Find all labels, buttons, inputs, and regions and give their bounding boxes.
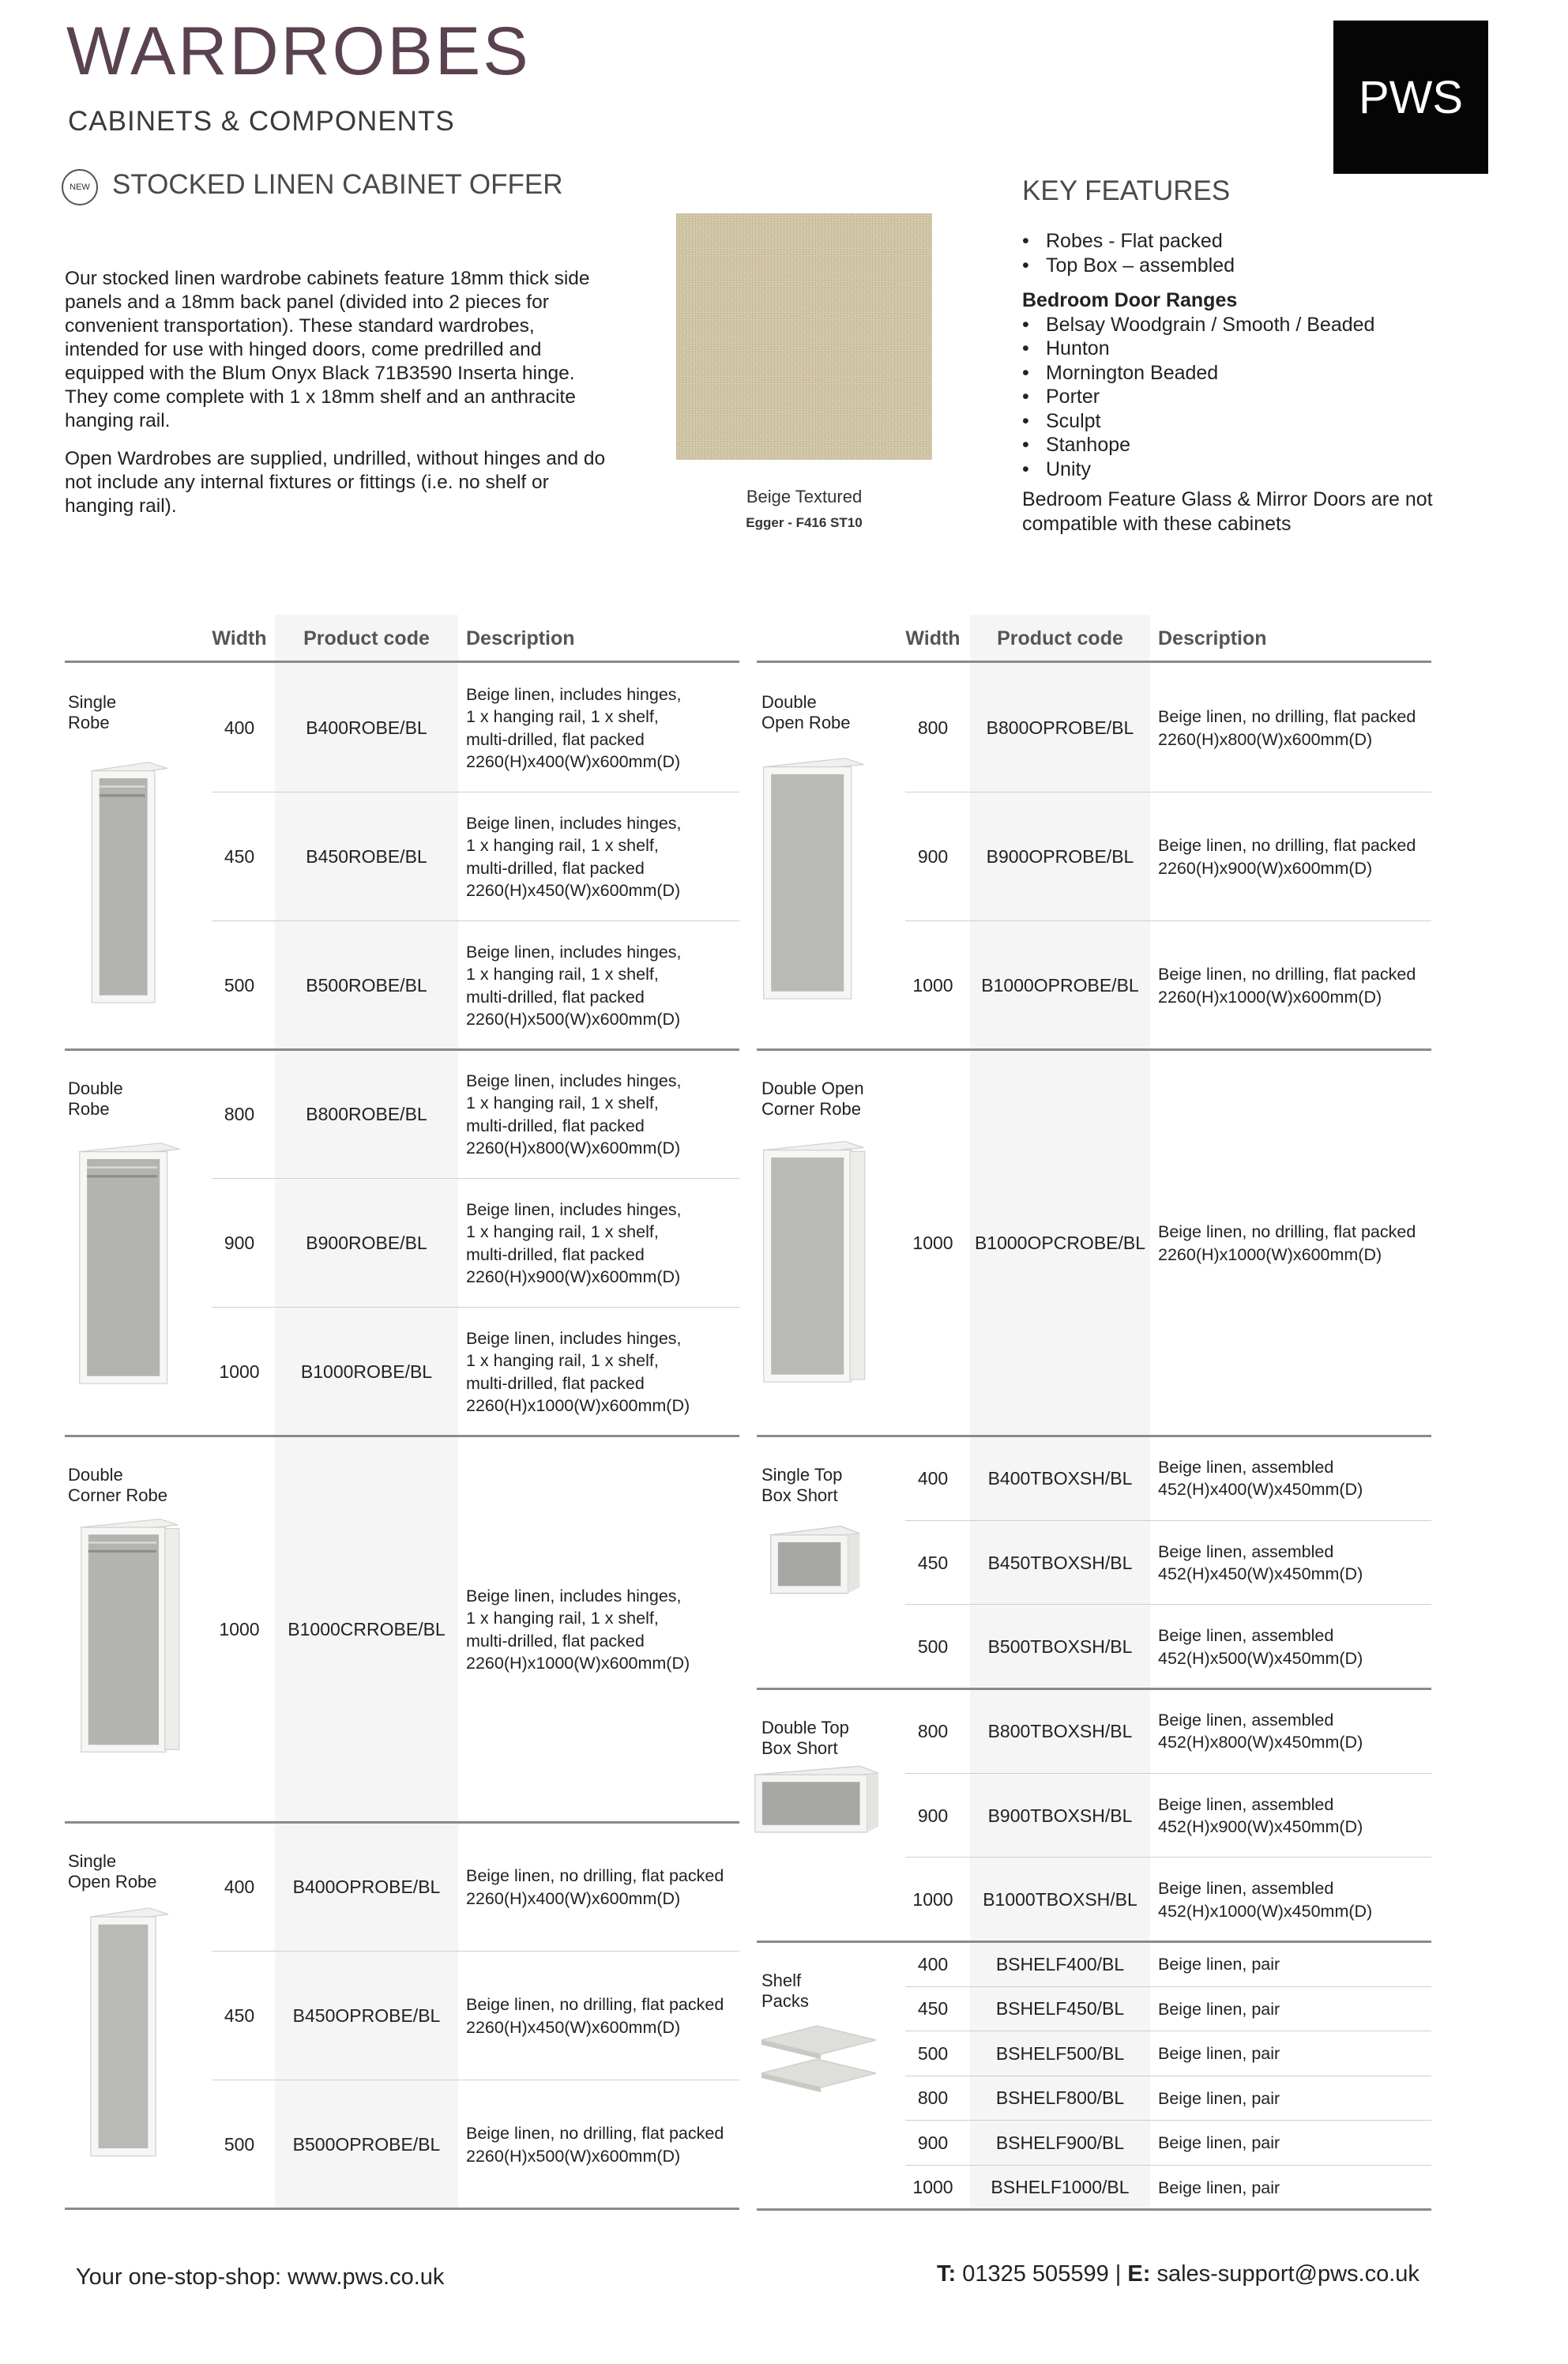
product-code-cell: B400OPROBE/BL [292,1877,441,1897]
door-range-item: • Belsay Woodgrain / Smooth / Beaded [1022,313,1496,337]
description-cell: Beige linen, assembled 452(H)x800(W)x450mm(D) [1158,1710,1363,1752]
description-cell: Beige linen, pair [1158,1955,1280,1974]
width-cell: 450 [917,1998,949,2020]
width-cell: 1000 [219,1361,260,1382]
header-rule [65,661,739,663]
group-rule [65,2208,739,2210]
width-cell: 800 [917,717,949,738]
description-cell: Beige linen, includes hinges, 1 x hanging rail, 1 x shelf, multi-drilled, flat packed 2260(H)x400(W)x600mm(D) [466,684,682,771]
product-code-header: Product code [997,627,1123,649]
product-code-cell: B1000TBOXSH/BL [983,1889,1137,1910]
width-cell: 900 [917,2132,949,2153]
door-range-item: • Unity [1022,457,1496,482]
description-cell: Beige linen, includes hinges, 1 x hanging rail, 1 x shelf, multi-drilled, flat packed 2260(H)x1000(W)x600mm(D) [466,1328,690,1415]
width-cell: 900 [224,1233,255,1253]
product-code-cell: B900OPROBE/BL [986,846,1134,867]
phone-label: T: [937,2261,957,2287]
door-range-item: • Stanhope [1022,433,1496,457]
width-cell: 1000 [912,2177,953,2198]
cabinet-icon [82,1904,177,2165]
product-code-cell: B450OPROBE/BL [292,2005,441,2026]
width-cell: 450 [224,846,255,867]
product-code-cell: B400ROBE/BL [306,717,427,738]
intro-text [65,267,610,533]
swatch-label: Beige Textured [746,487,863,506]
width-cell: 500 [224,2134,255,2155]
product-code-cell: B900ROBE/BL [306,1233,427,1253]
footer-contact [937,2261,1419,2287]
cabinet-icon [750,2008,883,2095]
description-cell: Beige linen, no drilling, flat packed 2260(H)x400(W)x600mm(D) [466,1866,724,1908]
key-features-heading: KEY FEATURES [1022,175,1231,206]
door-ranges-list [1022,313,1496,482]
width-cell: 800 [917,1720,949,1741]
feature-item: • Top Box – assembled [1022,254,1496,278]
product-code-cell: B500OPROBE/BL [292,2134,441,2155]
footer-separator: | [1115,2261,1122,2287]
product-code-cell: B1000CRROBE/BL [288,1619,446,1639]
page-subtitle: CABINETS & COMPONENTS [68,106,455,137]
cabinet-icon [768,1517,863,1604]
product-code-cell: B1000OPROBE/BL [981,975,1139,996]
description-cell: Beige linen, pair [1158,1999,1280,2019]
group-rule [757,2208,1431,2211]
door-range-item: • Mornington Beaded [1022,361,1496,386]
description-cell: Beige linen, no drilling, flat packed 2260(H)x1000(W)x600mm(D) [1158,965,1416,1007]
product-code-cell: B900TBOXSH/BL [987,1805,1133,1826]
group-name: Double Open Robe [761,692,851,732]
description-cell: Beige linen, assembled 452(H)x450(W)x450mm(D) [1158,1541,1363,1584]
width-header: Width [905,627,961,649]
description-cell: Beige linen, includes hinges, 1 x hanging rail, 1 x shelf, multi-drilled, flat packed 2260(H)x1000(W)x600mm(D) [466,1586,690,1673]
product-code-cell: BSHELF1000/BL [991,2177,1130,2198]
group-name: Single Robe [68,692,117,732]
width-cell: 500 [224,975,255,996]
compatibility-note: Bedroom Feature Glass & Mirror Doors are not compatible with these cabinets [1022,488,1433,535]
product-code-cell: B500TBOXSH/BL [987,1636,1133,1658]
offer-heading: STOCKED LINEN CABINET OFFER [112,169,563,200]
width-cell: 800 [224,1104,255,1124]
description-cell: Beige linen, pair [1158,2178,1280,2197]
width-cell: 450 [224,2005,255,2026]
product-code-cell: B800OPROBE/BL [986,717,1134,738]
intro-paragraph-2: Open Wardrobes are supplied, undrilled, without hinges and do not include any internal fixtures or fittings (i.e. no shelf or hanging rail). [65,448,606,517]
email-address: sales-support@pws.co.uk [1156,2261,1419,2287]
cabinet-icon [66,1139,193,1392]
description-cell: Beige linen, assembled 452(H)x500(W)x450mm(D) [1158,1626,1363,1668]
swatch-code: Egger - F416 ST10 [746,515,863,530]
key-features-list [1022,229,1496,277]
cabinet-icon [750,1138,877,1391]
description-header: Description [1158,627,1267,649]
width-cell: 400 [917,1953,949,1974]
cabinet-icon [66,1515,193,1760]
description-cell: Beige linen, no drilling, flat packed 2260(H)x1000(W)x600mm(D) [1158,1222,1416,1264]
group-name: Double Robe [68,1078,123,1119]
footer-website: Your one-stop-shop: www.pws.co.uk [76,2264,445,2290]
description-cell: Beige linen, pair [1158,2088,1280,2108]
new-badge: NEW [62,169,98,205]
description-cell: Beige linen, assembled 452(H)x900(W)x450mm(D) [1158,1794,1363,1837]
description-cell: Beige linen, no drilling, flat packed 2260(H)x450(W)x600mm(D) [466,1995,724,2037]
product-code-header: Product code [303,627,430,649]
cabinet-icon [750,755,877,1007]
product-code-cell: BSHELF900/BL [995,2132,1125,2153]
product-code-cell: BSHELF450/BL [995,1998,1125,2020]
key-features-box [1022,229,1496,536]
width-cell: 1000 [219,1619,260,1639]
width-cell: 500 [917,1636,949,1658]
group-name: Double Open Corner Robe [761,1078,864,1119]
description-cell: Beige linen, no drilling, flat packed 2260(H)x900(W)x600mm(D) [1158,836,1416,878]
door-ranges-heading: Bedroom Door Ranges [1022,289,1238,311]
product-code-cell: BSHELF800/BL [995,2087,1125,2109]
width-cell: 400 [224,1877,255,1897]
product-code-cell: B1000OPCROBE/BL [974,1233,1146,1253]
description-cell: Beige linen, assembled 452(H)x400(W)x450mm(D) [1158,1457,1363,1500]
width-cell: 800 [917,2087,949,2109]
description-cell: Beige linen, no drilling, flat packed 2260(H)x500(W)x600mm(D) [466,2124,724,2166]
group-name: Single Top Box Short [761,1465,843,1505]
pws-logo: PWS [1333,21,1488,174]
product-code-cell: BSHELF500/BL [995,2042,1125,2064]
width-cell: 1000 [912,1233,953,1253]
product-code-cell: B800ROBE/BL [306,1104,427,1124]
width-cell: 1000 [912,1889,953,1910]
width-cell: 400 [224,717,255,738]
email-label: E: [1127,2261,1151,2287]
door-range-item: • Sculpt [1022,409,1496,434]
description-header: Description [466,627,575,649]
group-name: Double Top Box Short [761,1718,849,1758]
description-cell: Beige linen, includes hinges, 1 x hanging rail, 1 x shelf, multi-drilled, flat packed 2260(H)x450(W)x600mm(D) [466,813,682,900]
feature-item: • Robes - Flat packed [1022,229,1496,254]
width-cell: 450 [917,1552,949,1573]
description-cell: Beige linen, pair [1158,2133,1280,2152]
header-rule [757,661,1431,663]
cabinet-icon [750,1760,883,1839]
description-cell: Beige linen, no drilling, flat packed 2260(H)x800(W)x600mm(D) [1158,707,1416,749]
description-cell: Beige linen, includes hinges, 1 x hanging rail, 1 x shelf, multi-drilled, flat packed 2260(H)x800(W)x600mm(D) [466,1071,682,1158]
door-range-item: • Porter [1022,385,1496,409]
group-name: Double Corner Robe [68,1465,167,1505]
beige-textured-swatch [676,213,932,460]
width-cell: 400 [917,1467,949,1489]
product-code-cell: B500ROBE/BL [306,975,427,996]
product-code-cell: B1000ROBE/BL [300,1361,433,1382]
product-code-cell: BSHELF400/BL [995,1953,1125,1974]
product-code-cell: B800TBOXSH/BL [987,1720,1133,1741]
group-name: Shelf Packs [761,1971,809,2011]
description-cell: Beige linen, includes hinges, 1 x hanging rail, 1 x shelf, multi-drilled, flat packed 2260(H)x900(W)x600mm(D) [466,1199,682,1286]
description-cell: Beige linen, pair [1158,2044,1280,2063]
group-name: Single Open Robe [68,1851,157,1892]
width-cell: 900 [917,846,949,867]
width-cell: 1000 [912,975,953,996]
product-code-cell: B450TBOXSH/BL [987,1552,1133,1573]
description-cell: Beige linen, includes hinges, 1 x hanging rail, 1 x shelf, multi-drilled, flat packed 2260(H)x500(W)x600mm(D) [466,942,682,1029]
width-cell: 900 [917,1805,949,1826]
width-header: Width [212,627,267,649]
door-range-item: • Hunton [1022,337,1496,361]
phone-number: 01325 505599 [962,2261,1109,2287]
description-cell: Beige linen, assembled 452(H)x1000(W)x450mm(D) [1158,1879,1373,1921]
product-code-cell: B400TBOXSH/BL [987,1467,1133,1489]
intro-paragraph-1: Our stocked linen wardrobe cabinets feature 18mm thick side panels and a 18mm back panel (divided into 2 pieces for convenient transportation). These standard wardrobes, intended for use with hinged doors, come predrilled and equipped with the Blum Onyx Black 71B3590 Inserta hinge. They come complete with 1 x 18mm shelf and an anthracite hanging rail. [65,268,590,431]
cabinet-icon [82,759,177,1011]
product-code-cell: B450ROBE/BL [306,846,427,867]
page-title: WARDROBES [66,13,531,89]
width-cell: 500 [917,2042,949,2064]
